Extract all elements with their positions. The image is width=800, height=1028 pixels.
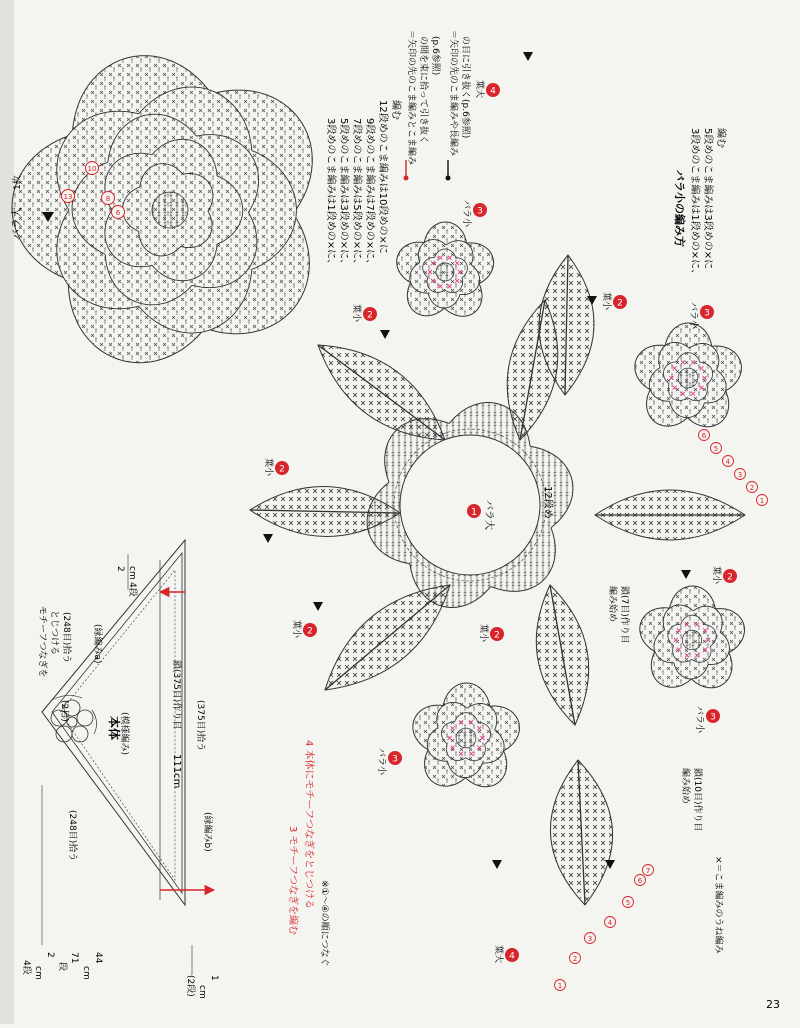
leaf-large-bottom (550, 760, 612, 905)
row-number: 1 (557, 982, 563, 990)
step-note: ※①〜④の順につなぐ (319, 880, 329, 967)
dim-unit: cm (33, 966, 43, 980)
motif-join-diagram (250, 222, 745, 905)
leaf-start-note: 編み始め (607, 586, 617, 623)
motif-label: 葉小 (263, 458, 273, 477)
motif-number: 2 (367, 310, 373, 321)
motif-number: 3 (704, 308, 710, 319)
legend-line: の目に引き抜く(p.6参照) (460, 36, 470, 139)
small-rose-bottom (413, 683, 520, 787)
motif-label: バラ小 (461, 200, 471, 228)
motif-number: 1 (470, 507, 478, 518)
leaf-start-note: 編み始め (680, 768, 690, 805)
dim-value: 2 (45, 952, 55, 958)
body-pick-248: (248目)拾う (67, 810, 77, 862)
body-sew-motif2: とじつける (49, 610, 59, 656)
small-rose-line: 3段めのこま編みは1段めの×に、 (689, 128, 700, 280)
motif-label: 葉大 (493, 945, 503, 964)
leaf-start-chain: 鎖(7目)作り目 (619, 586, 629, 644)
center-rose-label: バラ大 (483, 500, 494, 530)
row-number: 7 (645, 867, 651, 875)
motif-label: 葉小 (351, 304, 361, 323)
small-rose-top (397, 222, 494, 316)
row-marker: 10 (87, 165, 97, 173)
dim-rows: (2段) (185, 975, 195, 997)
instr-line: 12段めのこま編みは10段めの×に (377, 100, 388, 254)
motif-number: 2 (307, 626, 313, 637)
instr-line: 7段めのこま編みは5段めの×に、 (351, 118, 362, 270)
legend-dot-icon (404, 176, 409, 181)
row-marker: 8 (105, 195, 111, 203)
small-rose-line: 編む (715, 128, 726, 148)
motif-number: 2 (494, 630, 500, 641)
legend-dot-icon (446, 176, 451, 181)
body-shawl-diagram (42, 540, 214, 975)
motif-label: 葉大 (474, 80, 484, 99)
small-rose-instructions (673, 128, 728, 279)
body-chain: 鎖(375目)作り目 (171, 660, 181, 730)
center-rows-label: 12段め (542, 486, 553, 519)
small-rose-right-lower (640, 586, 745, 688)
leaf-small-right (595, 490, 745, 540)
page-gutter (0, 0, 14, 1024)
motif-label: バラ小 (376, 748, 386, 776)
start-arrow-icon (523, 52, 533, 61)
body-edging-b: (縁編みb) (202, 812, 212, 852)
row-number: 1 (759, 497, 765, 505)
body-subtitle: (模様編み) (119, 712, 129, 756)
motif-number: 4 (509, 951, 515, 962)
legend-line: (p.6参照) (430, 36, 440, 76)
start-arrow-icon (263, 534, 273, 543)
instr-line: 編む (390, 100, 401, 120)
body-pick-2: (2目) (59, 700, 69, 722)
row-number: 2 (749, 484, 755, 492)
dim-rows: 4段 (21, 960, 31, 975)
row-number: 4 (607, 919, 613, 927)
motif-label: 葉小 (711, 566, 721, 585)
dim-unit: cm (127, 566, 137, 580)
dim-rows: 段 (57, 962, 67, 972)
motif-label: 葉小 (478, 624, 488, 643)
dim-value: 71 (69, 952, 79, 964)
instr-line: 9段めのこま編みは7段めの×に、 (364, 118, 375, 270)
body-title: 本体 (107, 716, 121, 741)
row-number: 3 (737, 471, 743, 479)
dim-value: 1 (209, 975, 219, 981)
step-4: 4 本体にモチーフつなぎをとじつける (303, 740, 314, 910)
instr-line: 5段めのこま編みは3段めの×に、 (338, 118, 349, 270)
body-edging-a: (縁編みa) (92, 624, 102, 664)
dim-unit: cm (197, 985, 207, 999)
small-rose-right-upper (635, 323, 742, 427)
instr-line: 3段めのこま編みは1段めの×に、 (325, 118, 336, 270)
large-rose-instructions (325, 100, 403, 269)
motif-label: バラ小 (688, 302, 698, 330)
motif-number: 3 (477, 206, 483, 217)
row-number: 5 (625, 899, 631, 907)
large-rose-count: 1枚 (13, 175, 23, 190)
dim-unit: cm (81, 966, 91, 980)
row-number: 2 (572, 955, 578, 963)
page-number: 23 (766, 998, 780, 1011)
row-number: 6 (637, 877, 643, 885)
arrow-legend (404, 30, 473, 181)
body-sew-pick: (248目)拾う (61, 612, 71, 664)
motif-label: 葉小 (601, 292, 611, 311)
large-rose-diagram (12, 56, 312, 363)
flower-motif-icon (51, 695, 97, 742)
start-arrow-icon (681, 570, 691, 579)
body-pick-375: (375目)拾う (195, 700, 205, 752)
start-arrow-icon (313, 602, 323, 611)
small-rose-line: 5段めのこま編みは3段めの×に (702, 128, 713, 270)
start-arrow-icon (380, 330, 390, 339)
legend-line: ＝矢印の先のこま編みとこま編み (406, 30, 416, 166)
step-3: 3 モチーフつなぎを編む (287, 826, 298, 936)
body-width: 111cm (171, 754, 182, 789)
row-marker: 13 (63, 193, 73, 201)
small-rose-title: バラ小の編み方 (673, 170, 686, 247)
motif-label: バラ小 (694, 706, 704, 734)
row-number: 6 (701, 432, 707, 440)
motif-number: 3 (710, 712, 716, 723)
row-number: 5 (713, 445, 719, 453)
large-rose-title: バラ大 (10, 207, 23, 240)
motif-number: 2 (617, 298, 623, 309)
dim-value: 2 (115, 566, 125, 572)
leaf-start-chain: 鎖(10目)作り目 (692, 768, 702, 832)
legend-line: の間を束に拾って引き抜く (418, 36, 428, 145)
body-sew-motif: モチーフつなぎを (37, 606, 47, 678)
motif-number: 3 (392, 754, 398, 765)
motif-number: 4 (490, 86, 496, 97)
dim-value: 44 (93, 952, 103, 964)
stitch-key: ×＝こま編みのうね編み (713, 856, 723, 954)
legend-line: ＝矢印の先のこま編みや長編み (448, 30, 458, 157)
dim-rows: 4段 (127, 582, 137, 597)
motif-number: 2 (279, 464, 285, 475)
row-number: 4 (725, 458, 731, 466)
row-marker: 6 (115, 209, 121, 217)
leaf-small-bottom (536, 585, 588, 725)
row-number: 3 (587, 935, 593, 943)
start-arrow-icon (492, 860, 502, 869)
motif-number: 2 (727, 572, 733, 583)
motif-label: 葉小 (291, 620, 301, 639)
large-rose-layers (12, 56, 312, 363)
